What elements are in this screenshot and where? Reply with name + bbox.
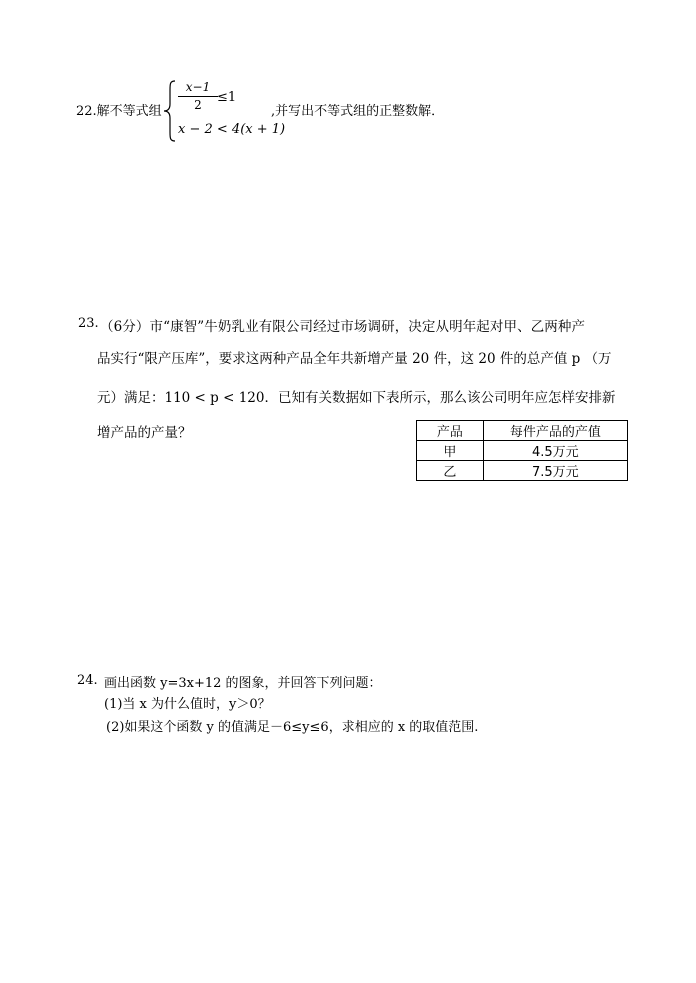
q22-inequality1-rhs: ≤1	[217, 90, 237, 105]
q24-line-2: (1)当 x 为什么值时，y＞0？	[104, 697, 271, 712]
left-brace-icon	[162, 80, 178, 142]
q23-line-4: 增产品的产量？	[97, 425, 192, 441]
q24-number: 24.	[77, 673, 98, 688]
table-cell-product: 甲	[417, 441, 484, 461]
q23-line-1: （6分）市“康智”牛奶乳业有限公司经过市场调研，决定从明年起对甲、乙两种产	[100, 319, 586, 335]
table-header-value: 每件产品的产值	[483, 421, 627, 441]
q24-line-1: 画出函数 y=3x+12 的图象，并回答下列问题：	[104, 676, 382, 691]
table-cell-value: 7.5万元	[483, 461, 627, 481]
table-row	[417, 441, 628, 461]
table-header-product: 产品	[417, 421, 484, 441]
q23-line-2: 品实行“限产压库”，要求这两种产品全年共新增产量 20 件，这 20 件的总产值 p （万	[97, 351, 612, 367]
table-header-row	[417, 421, 628, 441]
q22-inequality2: x − 2 < 4(x + 1)	[178, 122, 286, 137]
q22-instruction: ,并写出不等式组的正整数解．	[271, 104, 445, 119]
q22-fraction-numerator: x−1	[185, 80, 211, 94]
q22-fraction	[178, 80, 218, 113]
table-row	[417, 461, 628, 481]
q24-line-3: (2)如果这个函数 y 的值满足－6≤y≤6，求相应的 x 的取值范围.	[106, 720, 479, 735]
q22-label: 22.解不等式组	[76, 104, 162, 119]
q23-line-3: 元）满足：110 < p < 120．已知有关数据如下表所示，那么该公司明年应怎样安排新	[97, 390, 616, 406]
q23-number: 23.	[78, 316, 99, 331]
table-cell-value: 4.5万元	[483, 441, 627, 461]
q22-fraction-denominator: 2	[194, 98, 202, 112]
product-value-table	[416, 420, 628, 481]
table-cell-product: 乙	[417, 461, 484, 481]
